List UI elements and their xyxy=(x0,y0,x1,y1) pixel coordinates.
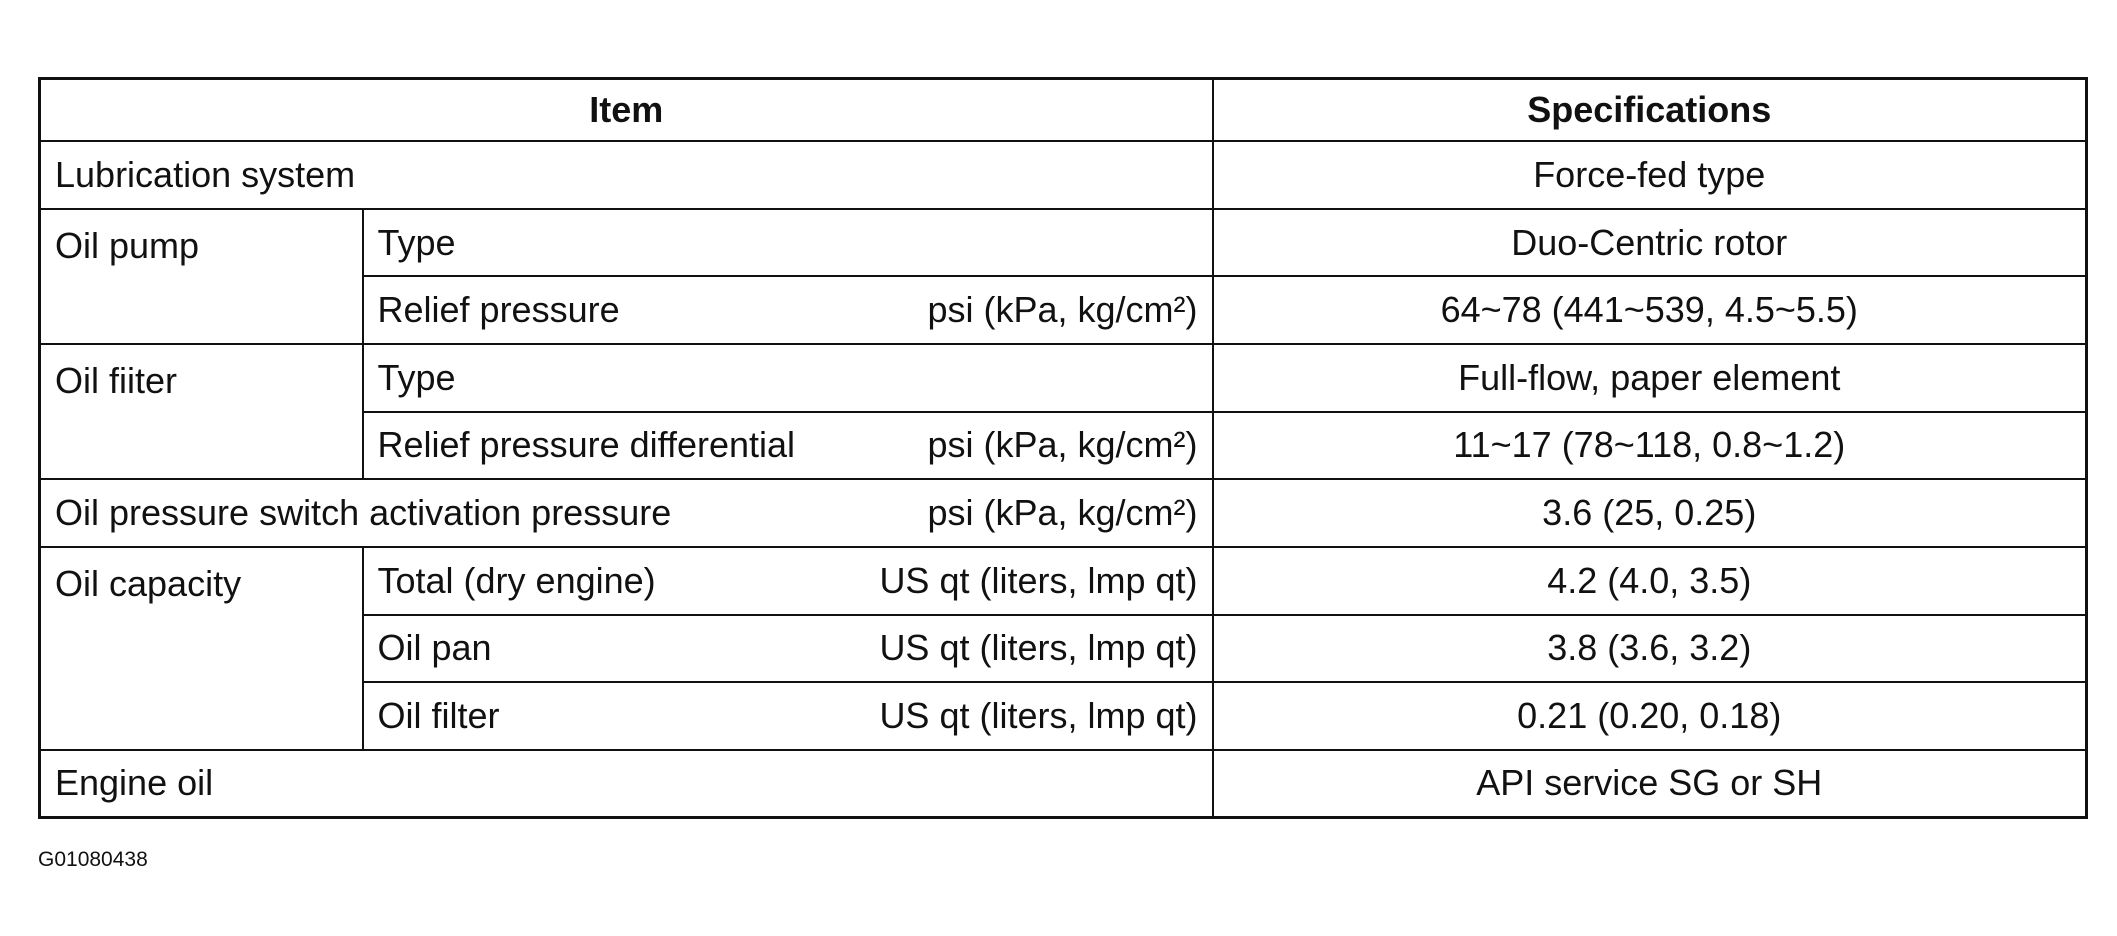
row-engine-oil xyxy=(40,750,2087,818)
oil-pump-label: Oil pump xyxy=(40,209,363,344)
header-row xyxy=(40,79,2087,142)
oil-pump-relief-unit: psi (kPa, kg/cm²) xyxy=(828,276,1213,344)
oil-capacity-total-label: Total (dry engine) xyxy=(363,547,828,615)
oil-capacity-filter-unit: US qt (liters, lmp qt) xyxy=(828,682,1213,750)
oil-capacity-pan-label: Oil pan xyxy=(363,615,828,683)
header-specifications: Specifications xyxy=(1213,79,2087,142)
oil-capacity-pan-spec: 3.8 (3.6, 3.2) xyxy=(1213,615,2087,683)
figure-code: G01080438 xyxy=(38,848,148,871)
oil-filter-relief-unit: psi (kPa, kg/cm²) xyxy=(828,412,1213,480)
row-oil-filter-type xyxy=(40,344,2087,412)
oil-filter-relief-label: Relief pressure differential xyxy=(363,412,828,480)
specifications-table xyxy=(38,77,2088,819)
oil-pressure-switch-unit: psi (kPa, kg/cm²) xyxy=(828,479,1213,547)
header-item: Item xyxy=(40,79,1213,142)
oil-filter-type-spec: Full-flow, paper element xyxy=(1213,344,2087,412)
lubrication-system-label: Lubrication system xyxy=(40,141,1213,209)
oil-pump-relief-spec: 64~78 (441~539, 4.5~5.5) xyxy=(1213,276,2087,344)
lubrication-system-spec: Force-fed type xyxy=(1213,141,2087,209)
row-oil-capacity-total xyxy=(40,547,2087,615)
oil-capacity-pan-unit: US qt (liters, lmp qt) xyxy=(828,615,1213,683)
oil-filter-type-label: Type xyxy=(363,344,1213,412)
oil-capacity-total-unit: US qt (liters, lmp qt) xyxy=(828,547,1213,615)
oil-capacity-label: Oil capacity xyxy=(40,547,363,750)
engine-oil-spec: API service SG or SH xyxy=(1213,750,2087,818)
oil-pressure-switch-spec: 3.6 (25, 0.25) xyxy=(1213,479,2087,547)
oil-filter-relief-spec: 11~17 (78~118, 0.8~1.2) xyxy=(1213,412,2087,480)
oil-capacity-filter-label: Oil filter xyxy=(363,682,828,750)
row-lubrication-system xyxy=(40,141,2087,209)
row-oil-pressure-switch xyxy=(40,479,2087,547)
oil-capacity-filter-spec: 0.21 (0.20, 0.18) xyxy=(1213,682,2087,750)
oil-filter-label: Oil fiiter xyxy=(40,344,363,479)
row-oil-pump-type xyxy=(40,209,2087,277)
oil-pump-relief-label: Relief pressure xyxy=(363,276,828,344)
oil-pressure-switch-label: Oil pressure switch activation pressure xyxy=(40,479,828,547)
engine-oil-label: Engine oil xyxy=(40,750,1213,818)
oil-pump-type-spec: Duo-Centric rotor xyxy=(1213,209,2087,277)
oil-capacity-total-spec: 4.2 (4.0, 3.5) xyxy=(1213,547,2087,615)
oil-pump-type-label: Type xyxy=(363,209,1213,277)
